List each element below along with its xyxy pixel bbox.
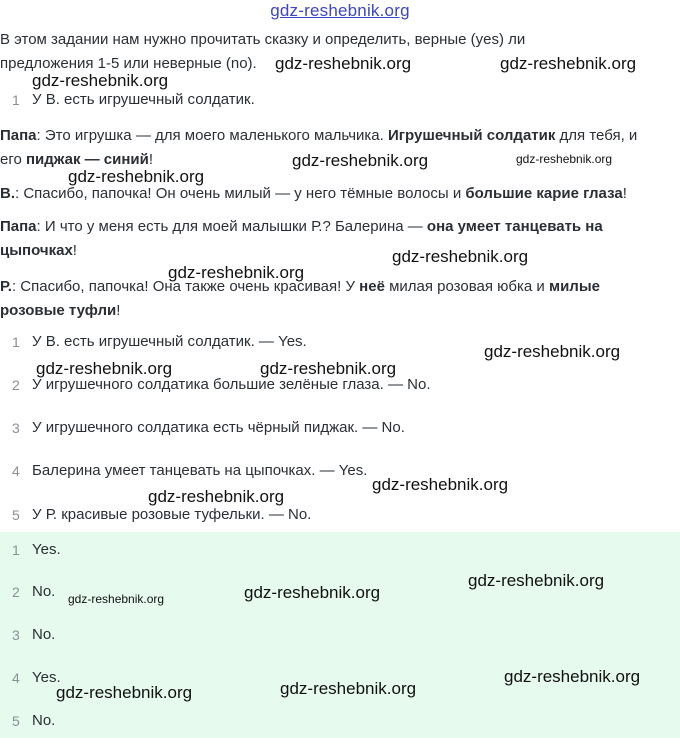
watermark: gdz-reshebnik.org: [148, 487, 285, 506]
watermark: gdz-reshebnik.org: [504, 667, 641, 686]
answer-text: No.: [32, 626, 56, 643]
dialogue-r: Р.: Спасибо, папочка! Она также очень красивая! У неё милая розовая юбка и милые розовые туфли!: [0, 278, 600, 319]
watermark: gdz-reshebnik.org: [392, 247, 529, 266]
watermark: gdz-reshebnik.org: [280, 679, 417, 698]
speaker-label: Папа: [0, 127, 37, 144]
watermark: gdz-reshebnik.org: [244, 583, 381, 602]
watermark: gdz-reshebnik.org: [372, 475, 509, 494]
answer-number: 3: [12, 627, 20, 643]
answer-text: No.: [32, 583, 56, 600]
list-item: [0, 503, 680, 527]
watermark: gdz-reshebnik.org: [168, 263, 305, 282]
answer-number: 5: [12, 713, 20, 729]
dialogue-v: В.: Спасибо, папочка! Он очень милый — у него тёмные волосы и большие карие глаза!: [0, 185, 627, 202]
speaker-label: Р.: [0, 278, 12, 295]
list-item: [0, 459, 680, 483]
intro-line-2: предложения 1-5 или неверные (no).: [0, 55, 257, 72]
intro-line-1: В этом задании нам нужно прочитать сказку и определить, верные (yes) ли: [0, 31, 526, 48]
watermark: gdz-reshebnik.org: [32, 71, 169, 90]
item-text: У В. есть игрушечный солдатик. — Yes.: [32, 333, 307, 350]
answer-number: 2: [12, 584, 20, 600]
statement-text: У В. есть игрушечный солдатик.: [32, 91, 255, 108]
item-text: Балерина умеет танцевать на цыпочках. — Yes.: [32, 462, 368, 479]
answer-item: [0, 709, 680, 733]
speaker-label: Папа: [0, 218, 37, 235]
watermark: gdz-reshebnik.org: [484, 342, 621, 361]
answer-text: Yes.: [32, 541, 61, 558]
answers-panel: [0, 532, 680, 738]
item-number: 1: [12, 334, 20, 350]
watermark: gdz-reshebnik.org: [516, 152, 613, 166]
dialogue-papa-2: Папа: И что у меня есть для моей малышки Р.? Балерина — она умеет танцевать на цыпочках!: [0, 218, 603, 259]
item-number: 4: [12, 463, 20, 479]
list-item: [0, 416, 680, 440]
watermark: gdz-reshebnik.org: [56, 683, 193, 702]
dialogue-papa-1: Папа: Это игрушка — для моего маленького мальчика. Игрушечный солдатик для тебя, и его пиджак — синий!: [0, 127, 638, 168]
item-number: 3: [12, 420, 20, 436]
statement-number: 1: [12, 92, 20, 108]
watermark: gdz-reshebnik.org: [260, 359, 397, 378]
watermark: gdz-reshebnik.org: [275, 54, 412, 73]
answer-text: No.: [32, 712, 56, 729]
item-number: 5: [12, 507, 20, 523]
watermark: gdz-reshebnik.org: [68, 167, 205, 186]
item-text: У игрушечного солдатика большие зелёные глаза. — No.: [32, 376, 431, 393]
answer-number: 1: [12, 542, 20, 558]
watermark: gdz-reshebnik.org: [68, 592, 165, 606]
answer-item: [0, 623, 680, 647]
item-number: 2: [12, 377, 20, 393]
answer-text: Yes.: [32, 669, 61, 686]
watermark: gdz-reshebnik.org: [36, 359, 173, 378]
watermark: gdz-reshebnik.org: [468, 571, 605, 590]
answer-item: [0, 538, 680, 562]
statement-row: [0, 88, 680, 112]
speaker-label: В.: [0, 185, 15, 202]
item-text: У Р. красивые розовые туфельки. — No.: [32, 506, 312, 523]
watermark: gdz-reshebnik.org: [500, 54, 637, 73]
answer-number: 4: [12, 670, 20, 686]
site-header-link[interactable]: gdz-reshebnik.org: [270, 1, 410, 20]
watermark: gdz-reshebnik.org: [292, 151, 429, 170]
item-text: У игрушечного солдатика есть чёрный пиджак. — No.: [32, 419, 405, 436]
